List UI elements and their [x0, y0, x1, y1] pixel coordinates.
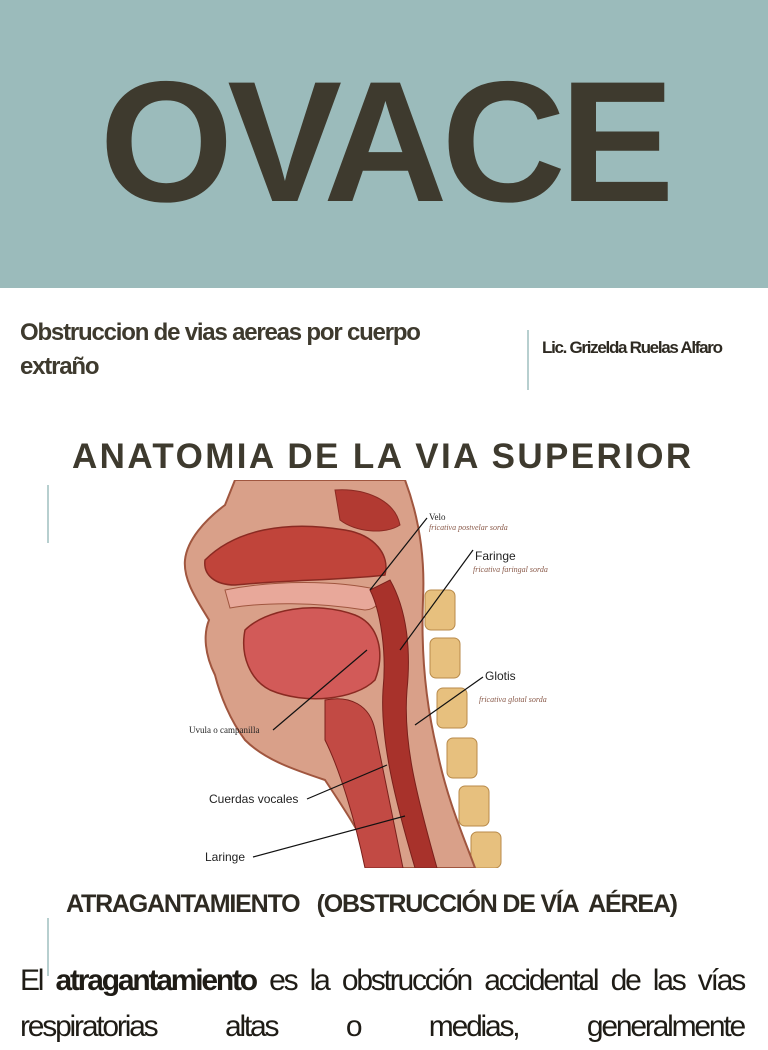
subtitle-line-1: Obstruccion de vias aereas por cuerpo [20, 319, 420, 346]
body-bold-term: atragantamiento [55, 964, 256, 997]
anatomy-illustration [175, 480, 555, 868]
label-glotis-sub: fricativa glotal sorda [479, 695, 547, 704]
label-faringe-sub: fricativa faringal sorda [473, 565, 548, 574]
page-title: OVACE [99, 46, 669, 238]
subtitle [20, 316, 500, 384]
section-title: ANATOMIA DE LA VIA SUPERIOR [72, 437, 694, 476]
title-banner [0, 0, 768, 288]
body-rest: es la obstrucción accidental de las vías respiratorias altas o medias, generalmente [20, 964, 744, 1043]
atragantamiento-heading: ATRAGANTAMIENTO (OBSTRUCCIÓN DE VÍA AÉREA) [66, 890, 677, 918]
label-velo: Velo [429, 512, 446, 522]
label-faringe: Faringe [475, 549, 516, 563]
subtitle-line-2: extraño [20, 353, 99, 380]
body-lead: El [20, 964, 56, 997]
label-laringe: Laringe [205, 850, 246, 864]
label-velo-sub: fricativa postvelar sorda [429, 523, 508, 532]
label-glotis: Glotis [485, 669, 516, 683]
author-name: Lic. Grizelda Ruelas Alfaro [542, 338, 722, 357]
body-paragraph [20, 958, 744, 1050]
label-cuerdas-vocales: Cuerdas vocales [209, 792, 299, 806]
tongue [244, 608, 380, 699]
label-uvula: Uvula o campanilla [189, 725, 260, 735]
airway-diagram [175, 480, 555, 868]
section-divider [47, 485, 49, 543]
author-divider [527, 330, 529, 390]
